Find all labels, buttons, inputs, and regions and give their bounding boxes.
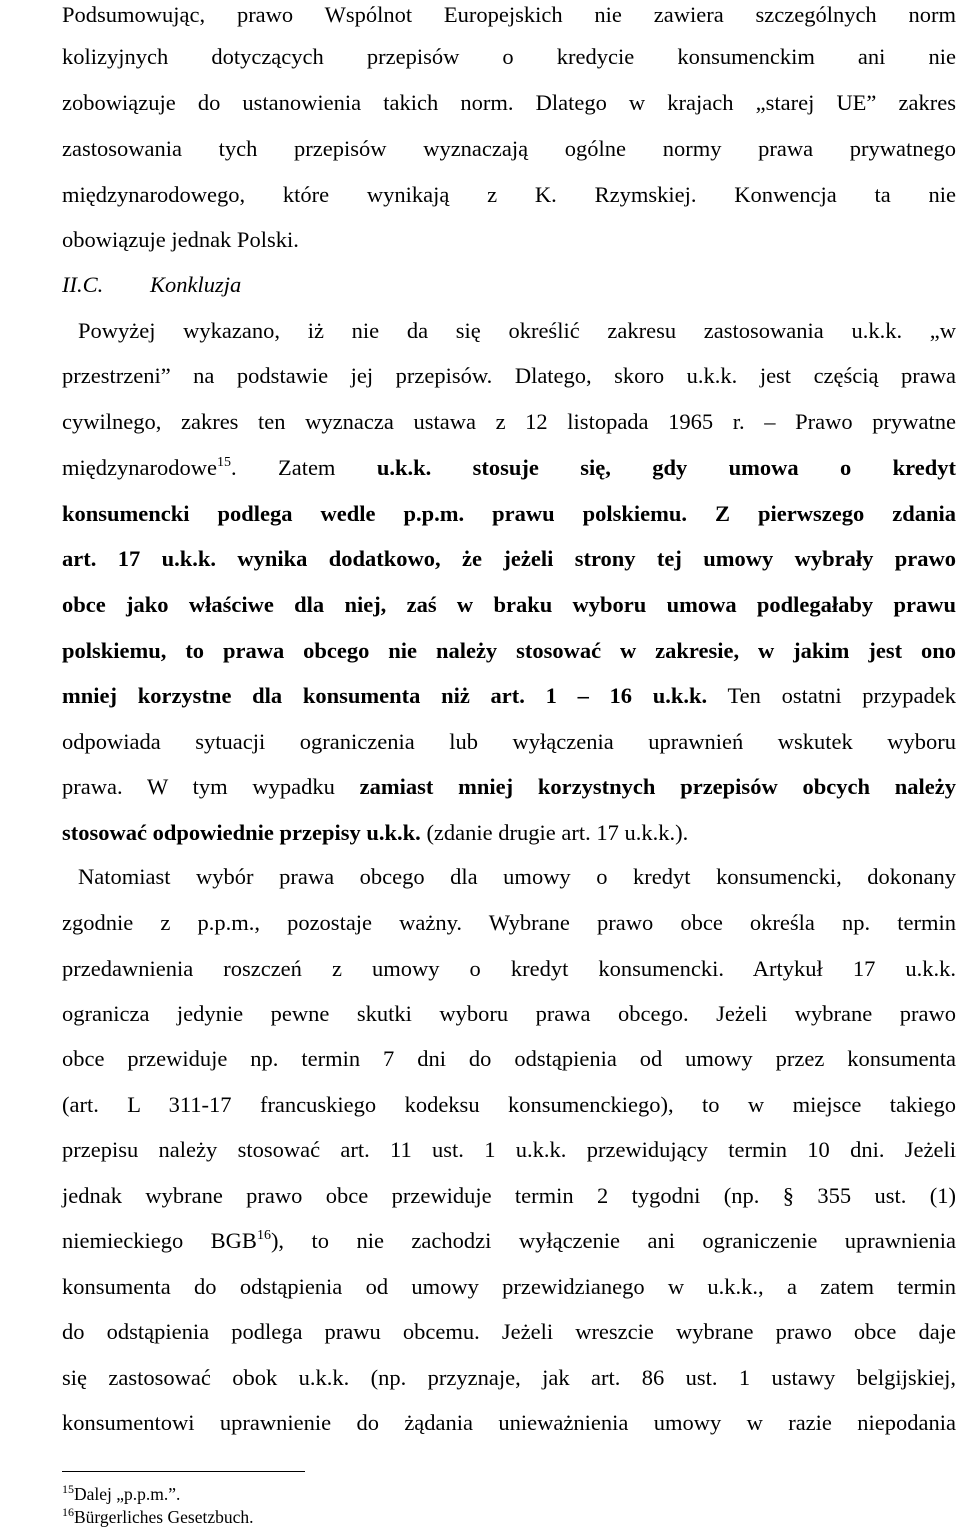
text-line: do odstąpienia podlega prawu obcemu. Jeżeli wreszcie wybrane prawo obce daje: [62, 1319, 956, 1344]
text-line: [62, 681, 956, 711]
footnote-15: [62, 1483, 180, 1505]
text-line: [62, 453, 956, 483]
text-line: [62, 818, 956, 848]
text-line: obowiązuje jednak Polski.: [62, 227, 299, 252]
text-line: odpowiada sytuacji ograniczenia lub wyłączenia uprawnień wskutek wyboru: [62, 729, 956, 754]
section-heading: [62, 270, 241, 300]
footnote-number: 15: [62, 1482, 74, 1496]
section-number: II.C.: [62, 272, 104, 297]
text-line: Powyżej wykazano, iż nie da się określić zakresu zastosowania u.k.k. „w: [78, 318, 956, 343]
text-line: międzynarodowego, które wynikają z K. Rzymskiej. Konwencja ta nie: [62, 182, 956, 207]
footnote-text: Bürgerliches Gesetzbuch.: [74, 1507, 254, 1527]
text-line: się zastosować obok u.k.k. (np. przyznaje, jak art. 86 ust. 1 ustawy belgijskiej,: [62, 1365, 956, 1390]
text-line: przepisu należy stosować art. 11 ust. 1 u.k.k. przewidujący termin 10 dni. Jeżeli: [62, 1137, 956, 1162]
text-line: zgodnie z p.p.m., pozostaje ważny. Wybrane prawo obce określa np. termin: [62, 910, 956, 935]
text-span: niemieckiego BGB: [62, 1228, 257, 1253]
text-line: jednak wybrane prawo obce przewiduje termin 2 tygodni (np. § 355 ust. (1): [62, 1183, 956, 1208]
footnote-text: Dalej „p.p.m.”.: [74, 1484, 181, 1504]
text-line: obce przewiduje np. termin 7 dni do odstąpienia od umowy przez konsumenta: [62, 1046, 956, 1071]
text-line-bold: art. 17 u.k.k. wynika dodatkowo, że jeżeli strony tej umowy wybrały prawo: [62, 546, 956, 571]
text-line: [62, 1226, 956, 1256]
text-line: kolizyjnych dotyczących przepisów o kredycie konsumenckim ani nie: [62, 44, 956, 69]
text-line-bold: polskiemu, to prawa obcego nie należy stosować w zakresie, w jakim jest ono: [62, 638, 956, 663]
footnote-number: 16: [62, 1505, 74, 1519]
text-span: prawa. W tym wypadku: [62, 774, 360, 799]
text-span: (zdanie drugie art. 17 u.k.k.).: [420, 820, 689, 845]
text-line: (art. L 311-17 francuskiego kodeksu konsumenckiego), to w miejsce takiego: [62, 1092, 956, 1117]
text-span: ), to nie zachodzi wyłączenie ani ograniczenie uprawnienia: [270, 1228, 957, 1253]
footnote-16: [62, 1506, 253, 1528]
text-line: [62, 772, 956, 802]
section-title: Konkluzja: [150, 272, 242, 297]
footnote-ref-15: 15: [216, 455, 231, 470]
text-line: konsumentowi uprawnienie do żądania unieważnienia umowy w razie niepodania: [62, 1410, 956, 1435]
text-line: konsumenta do odstąpienia od umowy przewidzianego w u.k.k., a zatem termin: [62, 1274, 956, 1299]
text-span: . Zatem: [230, 455, 377, 480]
bold-text: stosować odpowiednie przepisy u.k.k.: [62, 820, 421, 845]
bold-text: u.k.k. stosuje się, gdy umowa o kredyt: [376, 455, 956, 480]
bold-text: zamiast mniej korzystnych przepisów obcych należy: [359, 774, 956, 799]
text-span: międzynarodowe: [62, 455, 217, 480]
text-line: zastosowania tych przepisów wyznaczają ogólne normy prawa prywatnego: [62, 136, 956, 161]
text-line-bold: obce jako właściwe dla niej, zaś w braku wyboru umowa podlegałaby prawu: [62, 592, 956, 617]
text-line: Natomiast wybór prawa obcego dla umowy o kredyt konsumencki, dokonany: [78, 864, 956, 889]
text-line: przestrzeni” na podstawie jej przepisów. Dlatego, skoro u.k.k. jest częścią prawa: [62, 363, 956, 388]
text-line: zobowiązuje do ustanowienia takich norm. Dlatego w krajach „starej UE” zakres: [62, 90, 956, 115]
footnote-divider: [62, 1471, 305, 1472]
text-line-bold: konsumencki podlega wedle p.p.m. prawu polskiemu. Z pierwszego zdania: [62, 501, 956, 526]
text-line: przedawnienia roszczeń z umowy o kredyt konsumencki. Artykuł 17 u.k.k.: [62, 956, 956, 981]
text-span: Ten ostatni przypadek: [707, 683, 956, 708]
bold-text: mniej korzystne dla konsumenta niż art. 1 – 16 u.k.k.: [62, 683, 708, 708]
text-line: ogranicza jedynie pewne skutki wyboru prawa obcego. Jeżeli wybrane prawo: [62, 1001, 956, 1026]
footnote-ref-16: 16: [256, 1228, 271, 1243]
text-line: cywilnego, zakres ten wyznacza ustawa z 12 listopada 1965 r. – Prawo prywatne: [62, 409, 956, 434]
text-line: Podsumowując, prawo Wspólnot Europejskich nie zawiera szczególnych norm: [62, 2, 956, 27]
